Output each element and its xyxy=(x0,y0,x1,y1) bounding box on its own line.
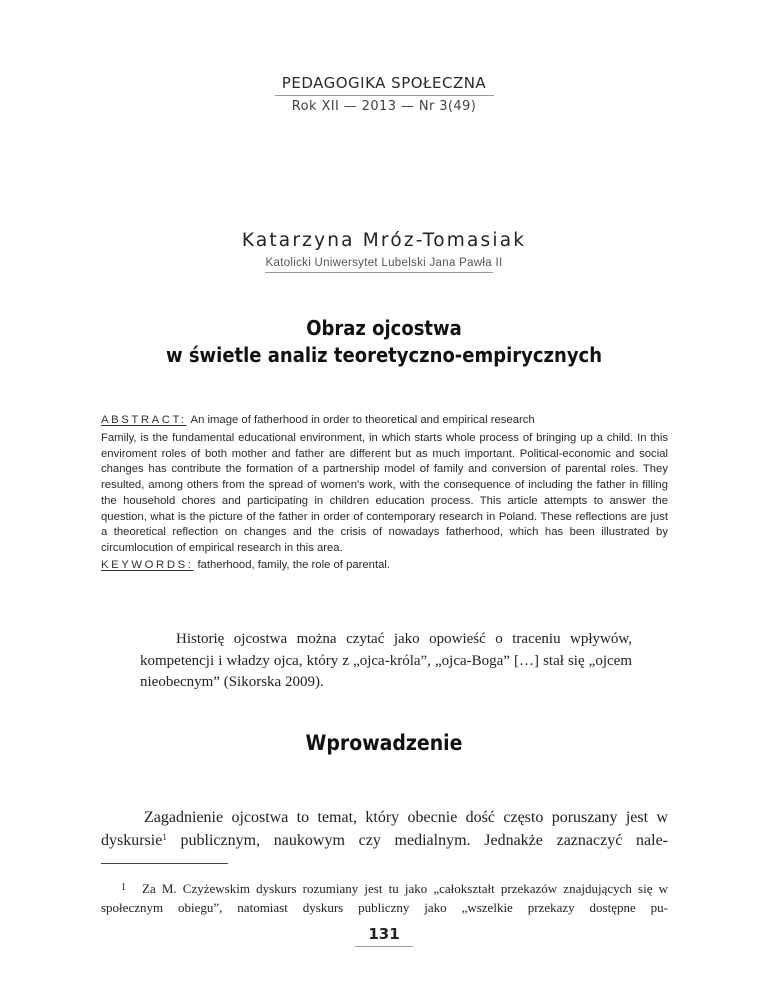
title-line-1: Obraz ojcostwa xyxy=(306,316,462,340)
journal-divider xyxy=(275,95,494,96)
footnote-text: Za M. Czyżewskim dyskurs rozumiany jest tu jako „całokształt przekazów znajdujących się w społecznym obiegu”, natomiast dyskurs publiczny jako „wszelkie przekazy dostępne pu- xyxy=(101,881,668,915)
section-heading: Wprowadzenie xyxy=(305,731,463,755)
page-number-divider xyxy=(355,946,413,947)
article-title xyxy=(0,315,768,369)
abstract-body: Family, is the fundamental educational environment, in which starts whole process of bringing up a child. In this enviroment roles of both mother and father are different but as much important. Political-economic and social changes has contribute the formation of a partnership model of family and conversion of parental roles. They resulted, among others from the spread of women's work, with the consequence of including the father in filling the household chores and participating in children education process. This article attempts to answer the question, what is the picture of the father in order of contemporary research in Poland. These reflections are just a theoretical reflection on changes and the crisis of nowadays fatherhood, which has been illustrated by circumlocution of empirical research in this area. xyxy=(101,432,668,554)
keywords-text: fatherhood, family, the role of parental. xyxy=(197,558,391,571)
journal-issue: Rok XII — 2013 — Nr 3(49) xyxy=(291,99,477,114)
abstract-heading: An image of fatherhood in order to theoretical and empirical research xyxy=(190,414,535,426)
abstract-section xyxy=(101,414,668,571)
keywords-line xyxy=(101,559,668,571)
abstract-label: ABSTRACT: xyxy=(101,414,187,426)
author-name: Katarzyna Mróz-Tomasiak xyxy=(241,230,527,251)
footnote xyxy=(101,878,668,917)
footnote-reference: 1 xyxy=(162,832,167,842)
body-paragraph xyxy=(101,806,668,852)
body-text-part-2: publicznym, naukowym czy medialnym. Jednakże zaznaczyć nale- xyxy=(166,832,668,849)
journal-title: PEDAGOGIKA SPOŁECZNA xyxy=(281,74,487,92)
body-text-part-1: Zagadnienie ojcostwa to temat, który obecnie dość często poruszany jest w dyskursie xyxy=(101,809,668,849)
footnote-number: 1 xyxy=(121,882,126,893)
author-affiliation: Katolicki Uniwersytet Lubelski Jana Pawła II xyxy=(265,257,503,269)
page-number: 131 xyxy=(368,925,400,943)
keywords-label: KEYWORDS: xyxy=(101,558,194,571)
footnote-divider xyxy=(101,863,228,864)
epigraph-quote: Historię ojcostwa można czytać jako opowieść o traceniu wpływów, kompetencji i władzy ojca, który z „ojca-króla”, „ojca-Boga” […] stał się „ojcem nieobecnym” (Sikorska 2009). xyxy=(140,631,632,690)
affiliation-divider xyxy=(265,272,493,273)
abstract-heading-line xyxy=(101,414,668,426)
title-line-2: w świetle analiz teoretyczno-empirycznych xyxy=(165,343,603,367)
